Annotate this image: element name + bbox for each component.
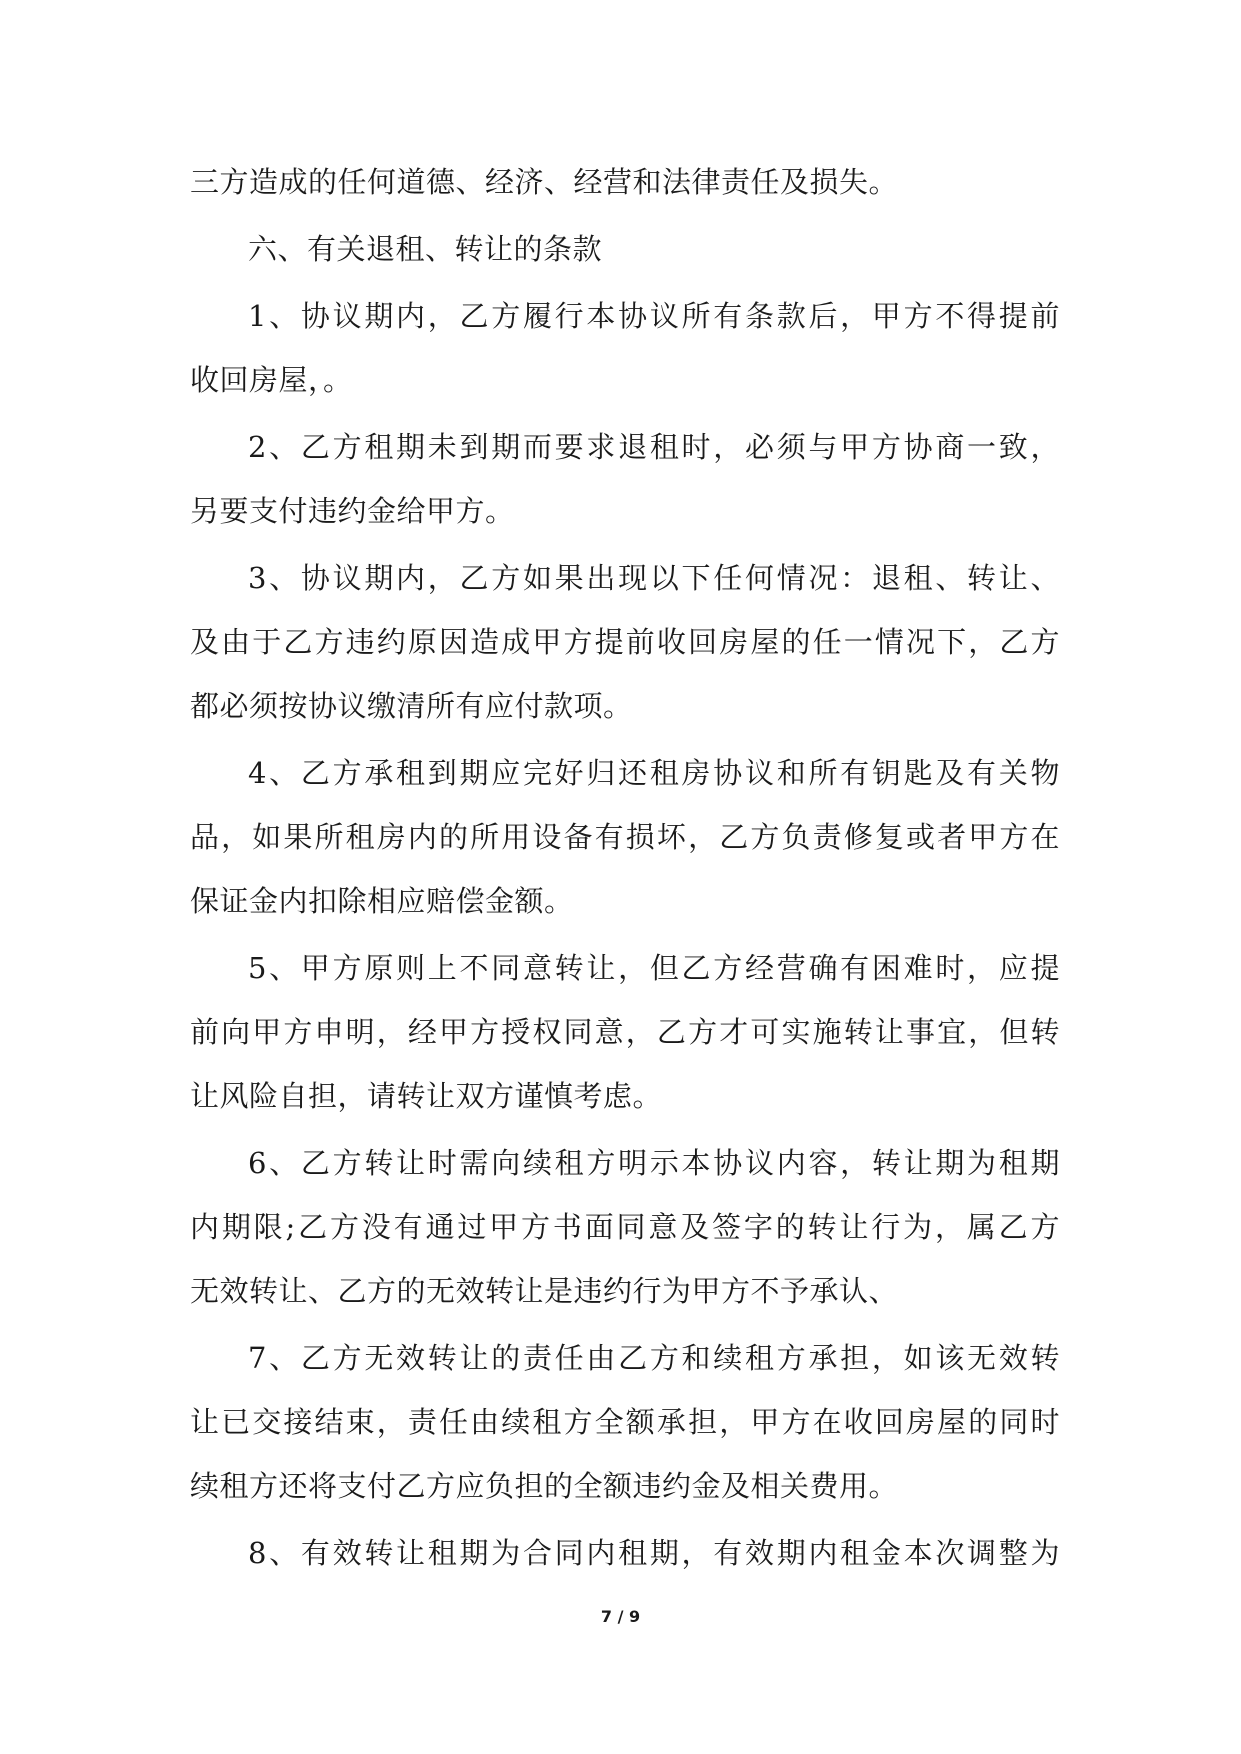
text-line: 无效转让、乙方的无效转让是违约行为甲方不予承认、 — [190, 1274, 899, 1308]
text-line: 保证金内扣除相应赔偿金额。 — [190, 884, 574, 918]
page-number: 7 / 9 — [600, 1607, 641, 1626]
text-line: 1、协议期内，乙方履行本协议所有条款后，甲方不得提前 — [248, 299, 1060, 333]
text-line: 续租方还将支付乙方应负担的全额违约金及相关费用。 — [190, 1469, 899, 1503]
text-line: 2、乙方租期未到期而要求退租时，必须与甲方协商一致， — [248, 430, 1060, 464]
text-line: 让风险自担，请转让双方谨慎考虑。 — [190, 1079, 663, 1113]
text-line: 收回房屋，。 — [190, 363, 353, 397]
text-line: 6、乙方转让时需向续租方明示本协议内容，转让期为租期 — [248, 1146, 1060, 1180]
text-line: 8、有效转让租期为合同内租期，有效期内租金本次调整为 — [248, 1536, 1060, 1570]
text-line: 六、有关退租、转让的条款 — [248, 232, 603, 266]
text-line: 3、协议期内，乙方如果出现以下任何情况：退租、转让、 — [248, 561, 1060, 595]
text-line: 内期限;乙方没有通过甲方书面同意及签字的转让行为，属乙方 — [190, 1210, 1060, 1244]
text-line: 品，如果所租房内的所用设备有损坏，乙方负责修复或者甲方在 — [190, 820, 1060, 854]
text-line: 及由于乙方违约原因造成甲方提前收回房屋的任一情况下，乙方 — [190, 625, 1060, 659]
text-line: 前向甲方申明，经甲方授权同意，乙方才可实施转让事宜，但转 — [190, 1015, 1060, 1049]
document-body — [190, 150, 1060, 1585]
text-line: 让已交接结束，责任由续租方全额承担，甲方在收回房屋的同时 — [190, 1405, 1060, 1439]
text-line: 三方造成的任何道德、经济、经营和法律责任及损失。 — [190, 165, 899, 199]
text-line: 7、乙方无效转让的责任由乙方和续租方承担，如该无效转 — [248, 1341, 1060, 1375]
text-line: 另要支付违约金给甲方。 — [190, 494, 515, 528]
text-line: 4、乙方承租到期应完好归还租房协议和所有钥匙及有关物 — [248, 756, 1060, 790]
text-line: 都必须按协议缴清所有应付款项。 — [190, 689, 633, 723]
text-line: 5、甲方原则上不同意转让，但乙方经营确有困难时，应提 — [248, 951, 1060, 985]
